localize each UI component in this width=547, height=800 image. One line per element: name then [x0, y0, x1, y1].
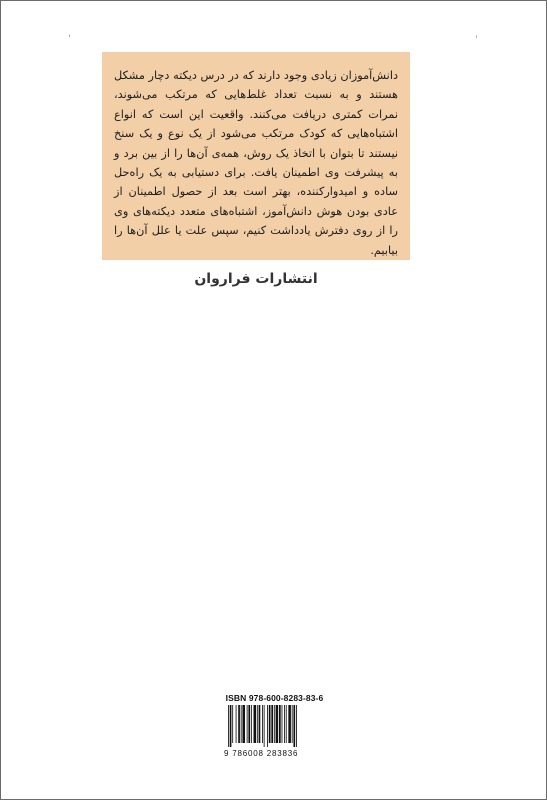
- crop-mark-icon: ˈ: [475, 35, 478, 46]
- barcode-bar: [264, 705, 265, 747]
- barcode-bar: [267, 705, 268, 747]
- barcode-bar: [254, 705, 257, 743]
- publisher-name: انتشارات فراروان: [194, 271, 318, 287]
- barcode-bar: [248, 705, 250, 743]
- barcode-bar: [292, 705, 293, 743]
- description-text: دانش‌آموزان زیادی وجود دارند که در درس دیکته دچار مشکل هستند و به نسبت تعداد غلط‌هایی که مرتکب می‌شوند، نمرات کمتری دریافت می‌کنند. واقعیت این است که انواع اشتباه‌هایی که کودک مرتکب می‌شود از یک نوع و یک سنخ نیستند تا بتوان با اتخاذ یک روش، همه‌ی آن‌ها را از بین برد و به پیشرفت وی اطمینان یافت. برای دستیابی به یک راه‌حل ساده و امیدوارکننده، بهتر است بعد از حصول اطمینان از عادی بودن هوش دانش‌آموز، اشتباه‌های متعدد دیکته‌های وی را از روی دفترش یادداشت کنیم، سپس علت یا علل آن‌ها را بیابیم.: [114, 69, 398, 257]
- barcode-bar: [288, 705, 291, 743]
- barcode-bar: [247, 705, 248, 743]
- barcode-bar: [282, 705, 283, 743]
- description-panel: [102, 52, 410, 260]
- barcode-bar: [286, 705, 287, 743]
- barcode-icon: [226, 705, 326, 747]
- barcode-bar: [293, 705, 295, 747]
- barcode-bar: [228, 705, 229, 747]
- barcode-bar: [242, 705, 245, 743]
- barcode-bar: [271, 705, 273, 743]
- barcode-bar: [269, 705, 271, 743]
- barcode-bar: [251, 705, 252, 743]
- isbn-barcode-block: [222, 693, 327, 759]
- barcode-bar: [296, 705, 297, 747]
- barcode-bar: [259, 705, 261, 743]
- barcode-bar: [241, 705, 242, 743]
- barcode-bar: [284, 705, 285, 743]
- barcode-bar: [279, 705, 281, 743]
- barcode-digits: 9 786008 283836: [224, 749, 299, 758]
- barcode-bar: [274, 705, 275, 743]
- barcode-bar: [236, 705, 237, 743]
- barcode-bar: [276, 705, 279, 743]
- barcode-bar: [230, 705, 232, 747]
- isbn-label: ISBN 978-600-8283-83-6: [225, 693, 324, 703]
- crop-mark-icon: ˈ: [68, 34, 71, 45]
- barcode-bar: [257, 705, 258, 743]
- barcode-bar: [232, 705, 233, 743]
- barcode-bar: [238, 705, 240, 743]
- barcode-bar: [262, 705, 263, 743]
